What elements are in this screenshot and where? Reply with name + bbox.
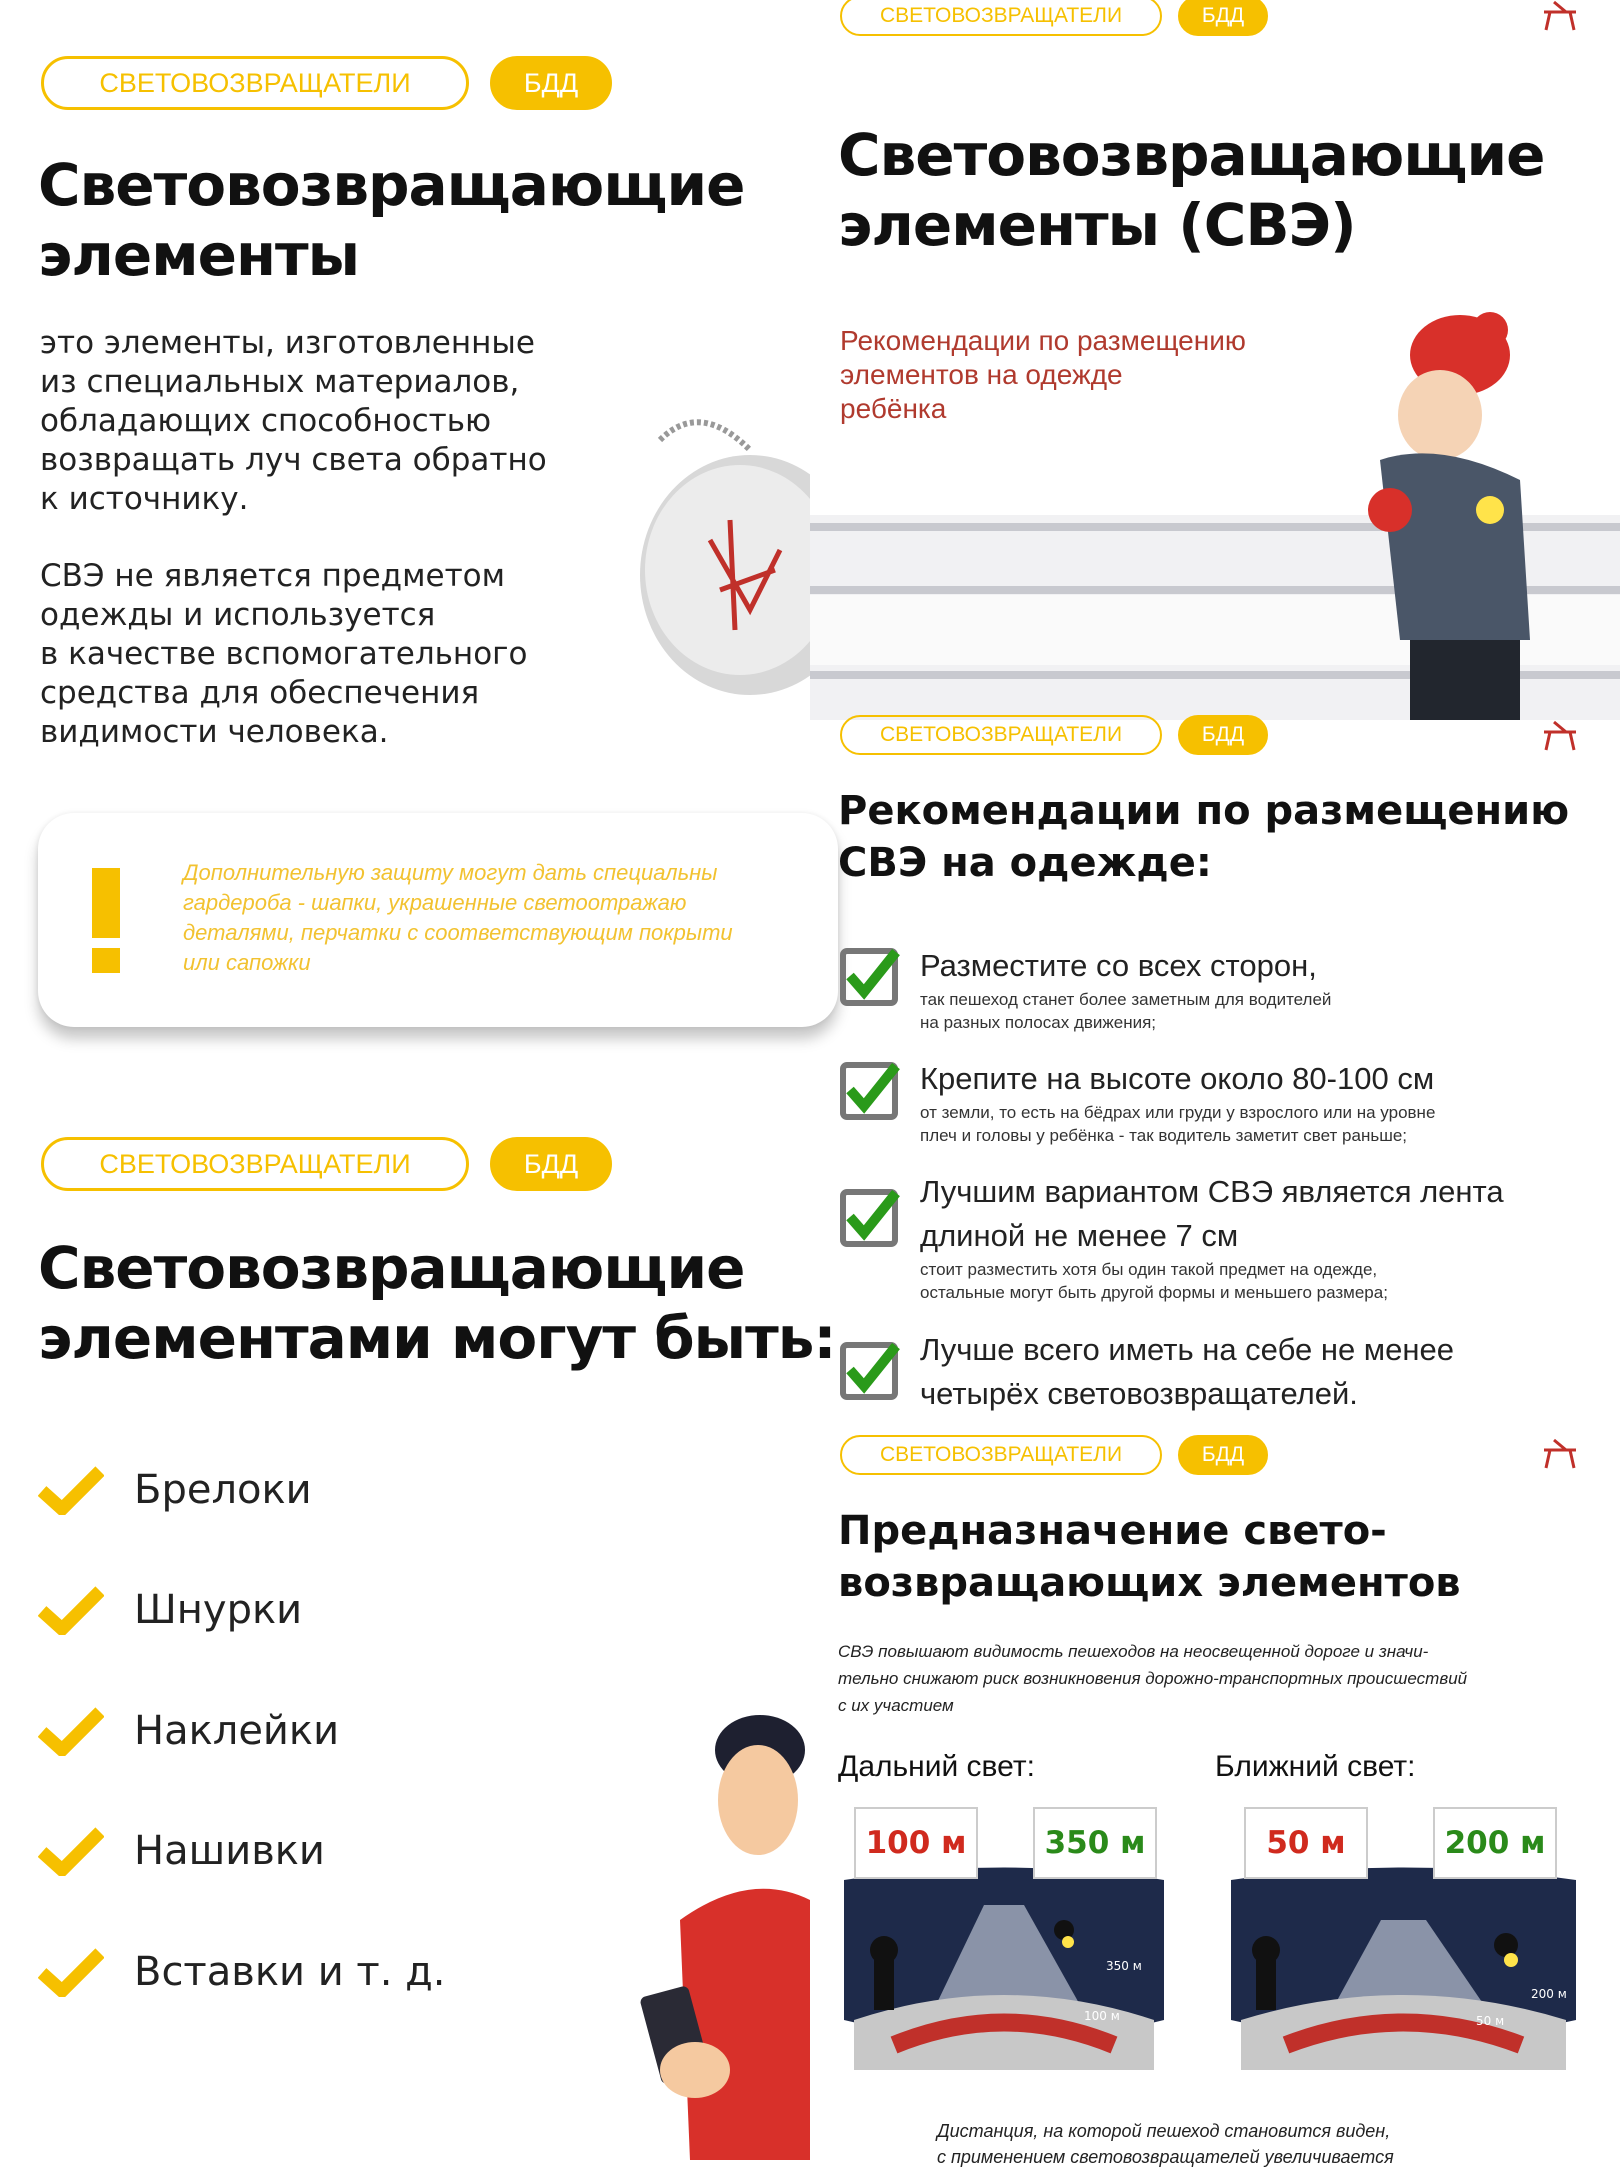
tag-bdd[interactable]: БДД bbox=[1178, 0, 1268, 36]
slide1-para1: это элементы, изготовленные из специальных материалов, обладающих способностью возвращать луч света обратно к источнику. bbox=[40, 325, 547, 517]
slide3-title: Световозвращающие элементы (СВЭ) bbox=[838, 121, 1545, 259]
slide5-caption: Дистанция, на которой пешеход становится виден, с применением световозвращателей увеличивается bbox=[937, 2121, 1394, 2167]
distance-mark-far: 350 м bbox=[1106, 1959, 1142, 1973]
high-beam-label: Дальний свет: bbox=[838, 1750, 1035, 1783]
high-beam-without-reflector-distance: 100 м bbox=[854, 1807, 978, 1879]
checklist-item: Лучше всего иметь на себе не менее четырёх световозвращателей. bbox=[920, 1332, 1454, 1411]
checklist-item: Крепите на высоте около 80-100 см от земли, то есть на бёдрах или груди у взрослого или на уровне плеч и головы у ребёнка - так водитель заметит свет раньше; bbox=[920, 1061, 1436, 1145]
checkbox-checked-icon bbox=[840, 946, 900, 1006]
checkbox-checked-icon bbox=[840, 1340, 900, 1400]
slide1-title: Световозвращающие элементы bbox=[38, 151, 745, 289]
checklist-item: Разместите со всех сторон, так пешеход станет более заметным для водителей на разных полосах движения; bbox=[920, 948, 1332, 1032]
slide5-description: СВЭ повышают видимость пешеходов на неосвещенной дороге и значи- тельно снижают риск возникновения дорожно-транспортных происшествий с их участием bbox=[838, 1642, 1468, 1715]
person-with-phone-illustration bbox=[640, 1690, 810, 2160]
list-item: Нашивки bbox=[38, 1826, 325, 1876]
distance-mark-near: 50 м bbox=[1476, 2014, 1505, 2028]
checkmark-icon bbox=[38, 1465, 104, 1515]
logo-icon bbox=[1540, 0, 1580, 32]
slide4-title: Рекомендации по размещению СВЭ на одежде: bbox=[838, 788, 1570, 886]
tag-bdd[interactable]: БДД bbox=[490, 56, 612, 110]
tag-reflectors[interactable]: СВЕТОВОЗВРАЩАТЕЛИ bbox=[840, 1435, 1162, 1475]
low-beam-label: Ближний свет: bbox=[1215, 1750, 1416, 1783]
low-beam-with-reflector-distance: 200 м bbox=[1433, 1807, 1557, 1879]
logo-icon bbox=[1540, 720, 1580, 752]
list-item: Вставки и т. д. bbox=[38, 1947, 446, 1997]
list-item: Брелоки bbox=[38, 1465, 312, 1515]
high-beam-diagram bbox=[834, 1860, 1174, 2080]
tag-reflectors[interactable]: СВЕТОВОЗВРАЩАТЕЛИ bbox=[840, 0, 1162, 36]
child-in-winter-clothes-illustration bbox=[1340, 310, 1540, 720]
tag-bdd[interactable]: БДД bbox=[1178, 715, 1268, 755]
slide3-subtitle: Рекомендации по размещению элементов на одежде ребёнка bbox=[840, 325, 1246, 424]
tag-reflectors[interactable]: СВЕТОВОЗВРАЩАТЕЛИ bbox=[840, 715, 1162, 755]
slide1-para2: СВЭ не является предметом одежды и используется в качестве вспомогательного средства для обеспечения видимости человека. bbox=[40, 558, 528, 750]
checkmark-icon bbox=[38, 1826, 104, 1876]
callout-text: Дополнительную защиту могут дать специальны гардероба - шапки, украшенные светоотражаю деталями, перчатки с соответствующим покрыти или сапожки bbox=[183, 860, 733, 975]
checklist-item: Лучшим вариантом СВЭ является лента длиной не менее 7 см стоит разместить хотя бы один такой предмет на одежде, остальные могут быть другой формы и меньшего размера; bbox=[920, 1174, 1504, 1302]
checkbox-checked-icon bbox=[840, 1060, 900, 1120]
tag-reflectors[interactable]: СВЕТОВОЗВРАЩАТЕЛИ bbox=[41, 56, 469, 110]
callout-box bbox=[38, 813, 838, 1027]
low-beam-diagram bbox=[1221, 1860, 1586, 2080]
slide5-title: Предназначение свето- возвращающих элементов bbox=[838, 1508, 1461, 1606]
tag-bdd[interactable]: БДД bbox=[490, 1137, 612, 1191]
high-beam-with-reflector-distance: 350 м bbox=[1033, 1807, 1157, 1879]
tag-reflectors[interactable]: СВЕТОВОЗВРАЩАТЕЛИ bbox=[41, 1137, 469, 1191]
list-item: Шнурки bbox=[38, 1585, 302, 1635]
distance-mark-near: 100 м bbox=[1084, 2009, 1120, 2023]
reflector-keychain-image bbox=[640, 400, 810, 710]
distance-mark-far: 200 м bbox=[1531, 1987, 1567, 2001]
list-item: Наклейки bbox=[38, 1706, 339, 1756]
slide2-title: Световозвращающие элементами могут быть: bbox=[38, 1234, 836, 1372]
checkmark-icon bbox=[38, 1585, 104, 1635]
low-beam-without-reflector-distance: 50 м bbox=[1244, 1807, 1368, 1879]
logo-icon bbox=[1540, 1438, 1580, 1470]
checkmark-icon bbox=[38, 1947, 104, 1997]
exclamation-icon bbox=[90, 868, 122, 973]
checkmark-icon bbox=[38, 1706, 104, 1756]
checkbox-checked-icon bbox=[840, 1187, 900, 1247]
tag-bdd[interactable]: БДД bbox=[1178, 1435, 1268, 1475]
